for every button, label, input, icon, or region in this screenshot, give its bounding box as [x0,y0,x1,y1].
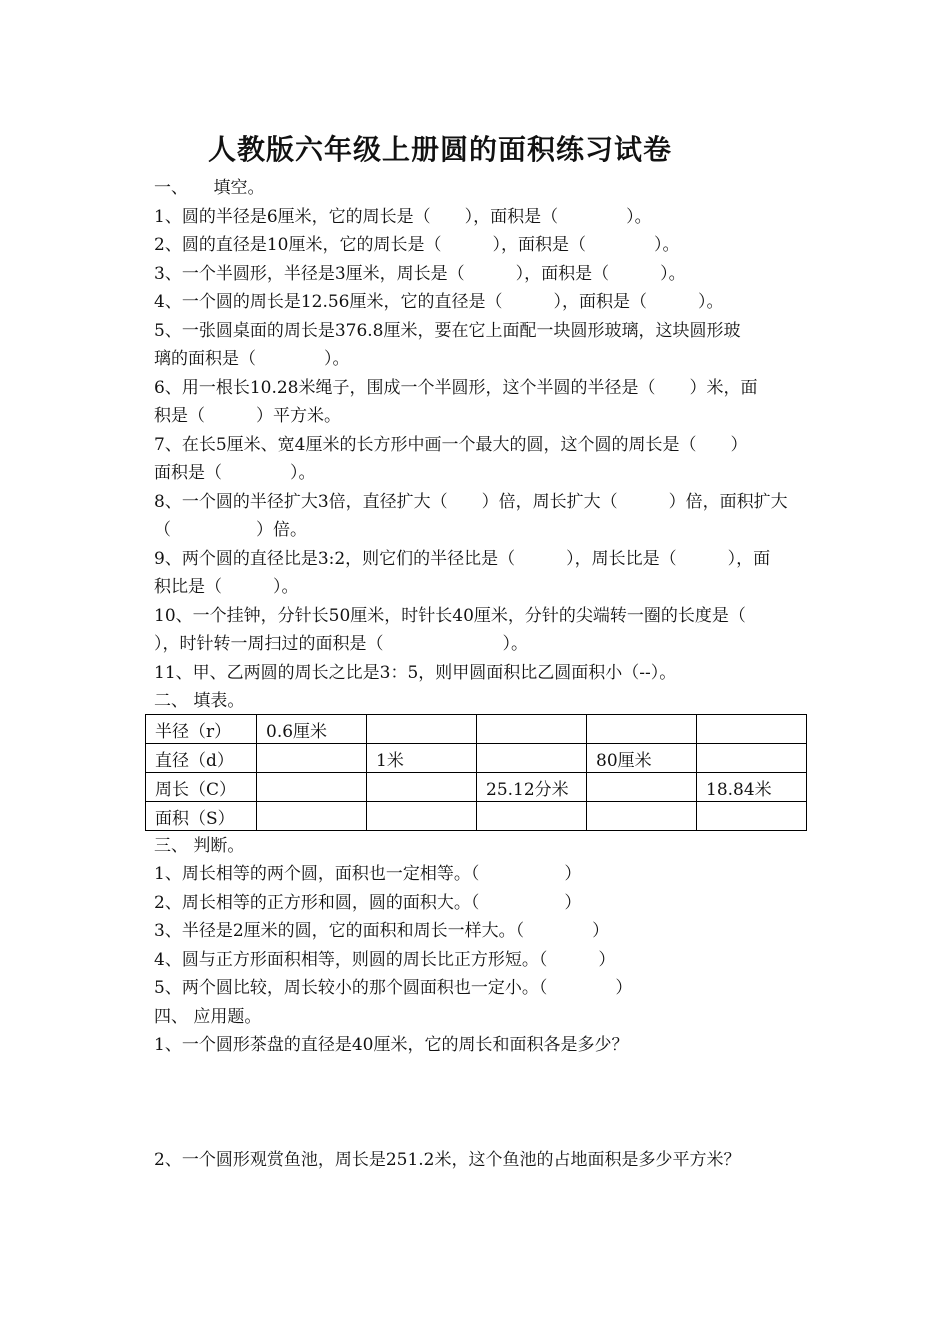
question-line: 1、一个圆形茶盘的直径是40厘米，它的周长和面积各是多少？ [154,1035,629,1055]
section-heading-fill-in: 一、 填空。 [154,178,265,198]
table-cell [367,802,477,831]
table-cell [477,802,587,831]
table-cell [367,773,477,802]
table-cell: 80厘米 [587,744,697,773]
table-row [146,773,807,802]
question-line: 10、一个挂钟，分针长50厘米，时针长40厘米，分针的尖端转一圈的长度是（ [154,606,746,626]
table-cell [587,773,697,802]
question-line: （ ）倍。 [154,520,307,540]
question-line: 2、圆的直径是10厘米，它的周长是（ ），面积是（ ）。 [154,235,680,255]
table-cell: 18.84米 [697,773,807,802]
section-heading-applied: 四、 应用题。 [154,1007,262,1027]
question-line: 2、周长相等的正方形和圆，圆的面积大。（ ） [154,893,582,913]
table-cell [367,715,477,744]
table-cell: 0.6厘米 [257,715,367,744]
question-line: 9、两个圆的直径比是3:2，则它们的半径比是（ ），周长比是（ ），面 [154,549,771,569]
question-line: 3、半径是2厘米的圆，它的面积和周长一样大。（ ） [154,921,610,941]
question-line: 璃的面积是（ ）。 [154,349,350,369]
table-row [146,744,807,773]
table-cell [587,715,697,744]
table-cell: 25.12分米 [477,773,587,802]
table-row [146,715,807,744]
question-line: 面积是（ ）。 [154,463,316,483]
table-cell [697,715,807,744]
question-line: 1、周长相等的两个圆，面积也一定相等。（ ） [154,864,582,884]
question-line: 4、圆与正方形面积相等，则圆的周长比正方形短。（ ） [154,950,616,970]
table-row [146,802,807,831]
section-heading-table: 二、 填表。 [154,691,245,711]
question-line: 积比是（ ）。 [154,577,299,597]
table-cell: 面积（S） [146,802,257,831]
table-cell [477,744,587,773]
question-line: 4、一个圆的周长是12.56厘米，它的直径是（ ），面积是（ ）。 [154,292,724,312]
question-line: 5、两个圆比较，周长较小的那个圆面积也一定小。（ ） [154,978,633,998]
table-cell: 1米 [367,744,477,773]
question-line: 3、一个半圆形，半径是3厘米，周长是（ ），面积是（ ）。 [154,264,686,284]
question-line: 6、用一根长10.28米绳子，围成一个半圆形，这个半圆的半径是（ ）米，面 [154,378,758,398]
table-cell [697,802,807,831]
question-line: 11、甲、乙两圆的周长之比是3：5，则甲圆面积比乙圆面积小（--）。 [154,663,677,683]
table-cell [257,744,367,773]
question-line: 5、一张圆桌面的周长是376.8厘米，要在它上面配一块圆形玻璃，这块圆形玻 [154,321,741,341]
table-cell [257,773,367,802]
table-cell: 周长（C） [146,773,257,802]
question-line: 8、一个圆的半径扩大3倍，直径扩大（ ）倍，周长扩大（ ）倍，面积扩大 [154,492,788,512]
table-cell [477,715,587,744]
question-line: 1、圆的半径是6厘米，它的周长是（ ），面积是（ ）。 [154,207,652,227]
table-cell: 半径（r） [146,715,257,744]
table-cell [587,802,697,831]
question-line: ），时针转一周扫过的面积是（ ）。 [154,634,528,654]
question-line: 积是（ ）平方米。 [154,406,341,426]
table-cell: 直径（d） [146,744,257,773]
table-cell [257,802,367,831]
section-heading-judge: 三、 判断。 [154,836,245,856]
table-cell [697,744,807,773]
question-line: 7、在长5厘米、宽4厘米的长方形中画一个最大的圆，这个圆的周长是（ ） [154,435,748,455]
question-line: 2、一个圆形观赏鱼池，周长是251.2米，这个鱼池的占地面积是多少平方米？ [154,1150,741,1170]
page-title: 人教版六年级上册圆的面积练习试卷 [207,133,672,166]
circle-table [145,714,807,831]
